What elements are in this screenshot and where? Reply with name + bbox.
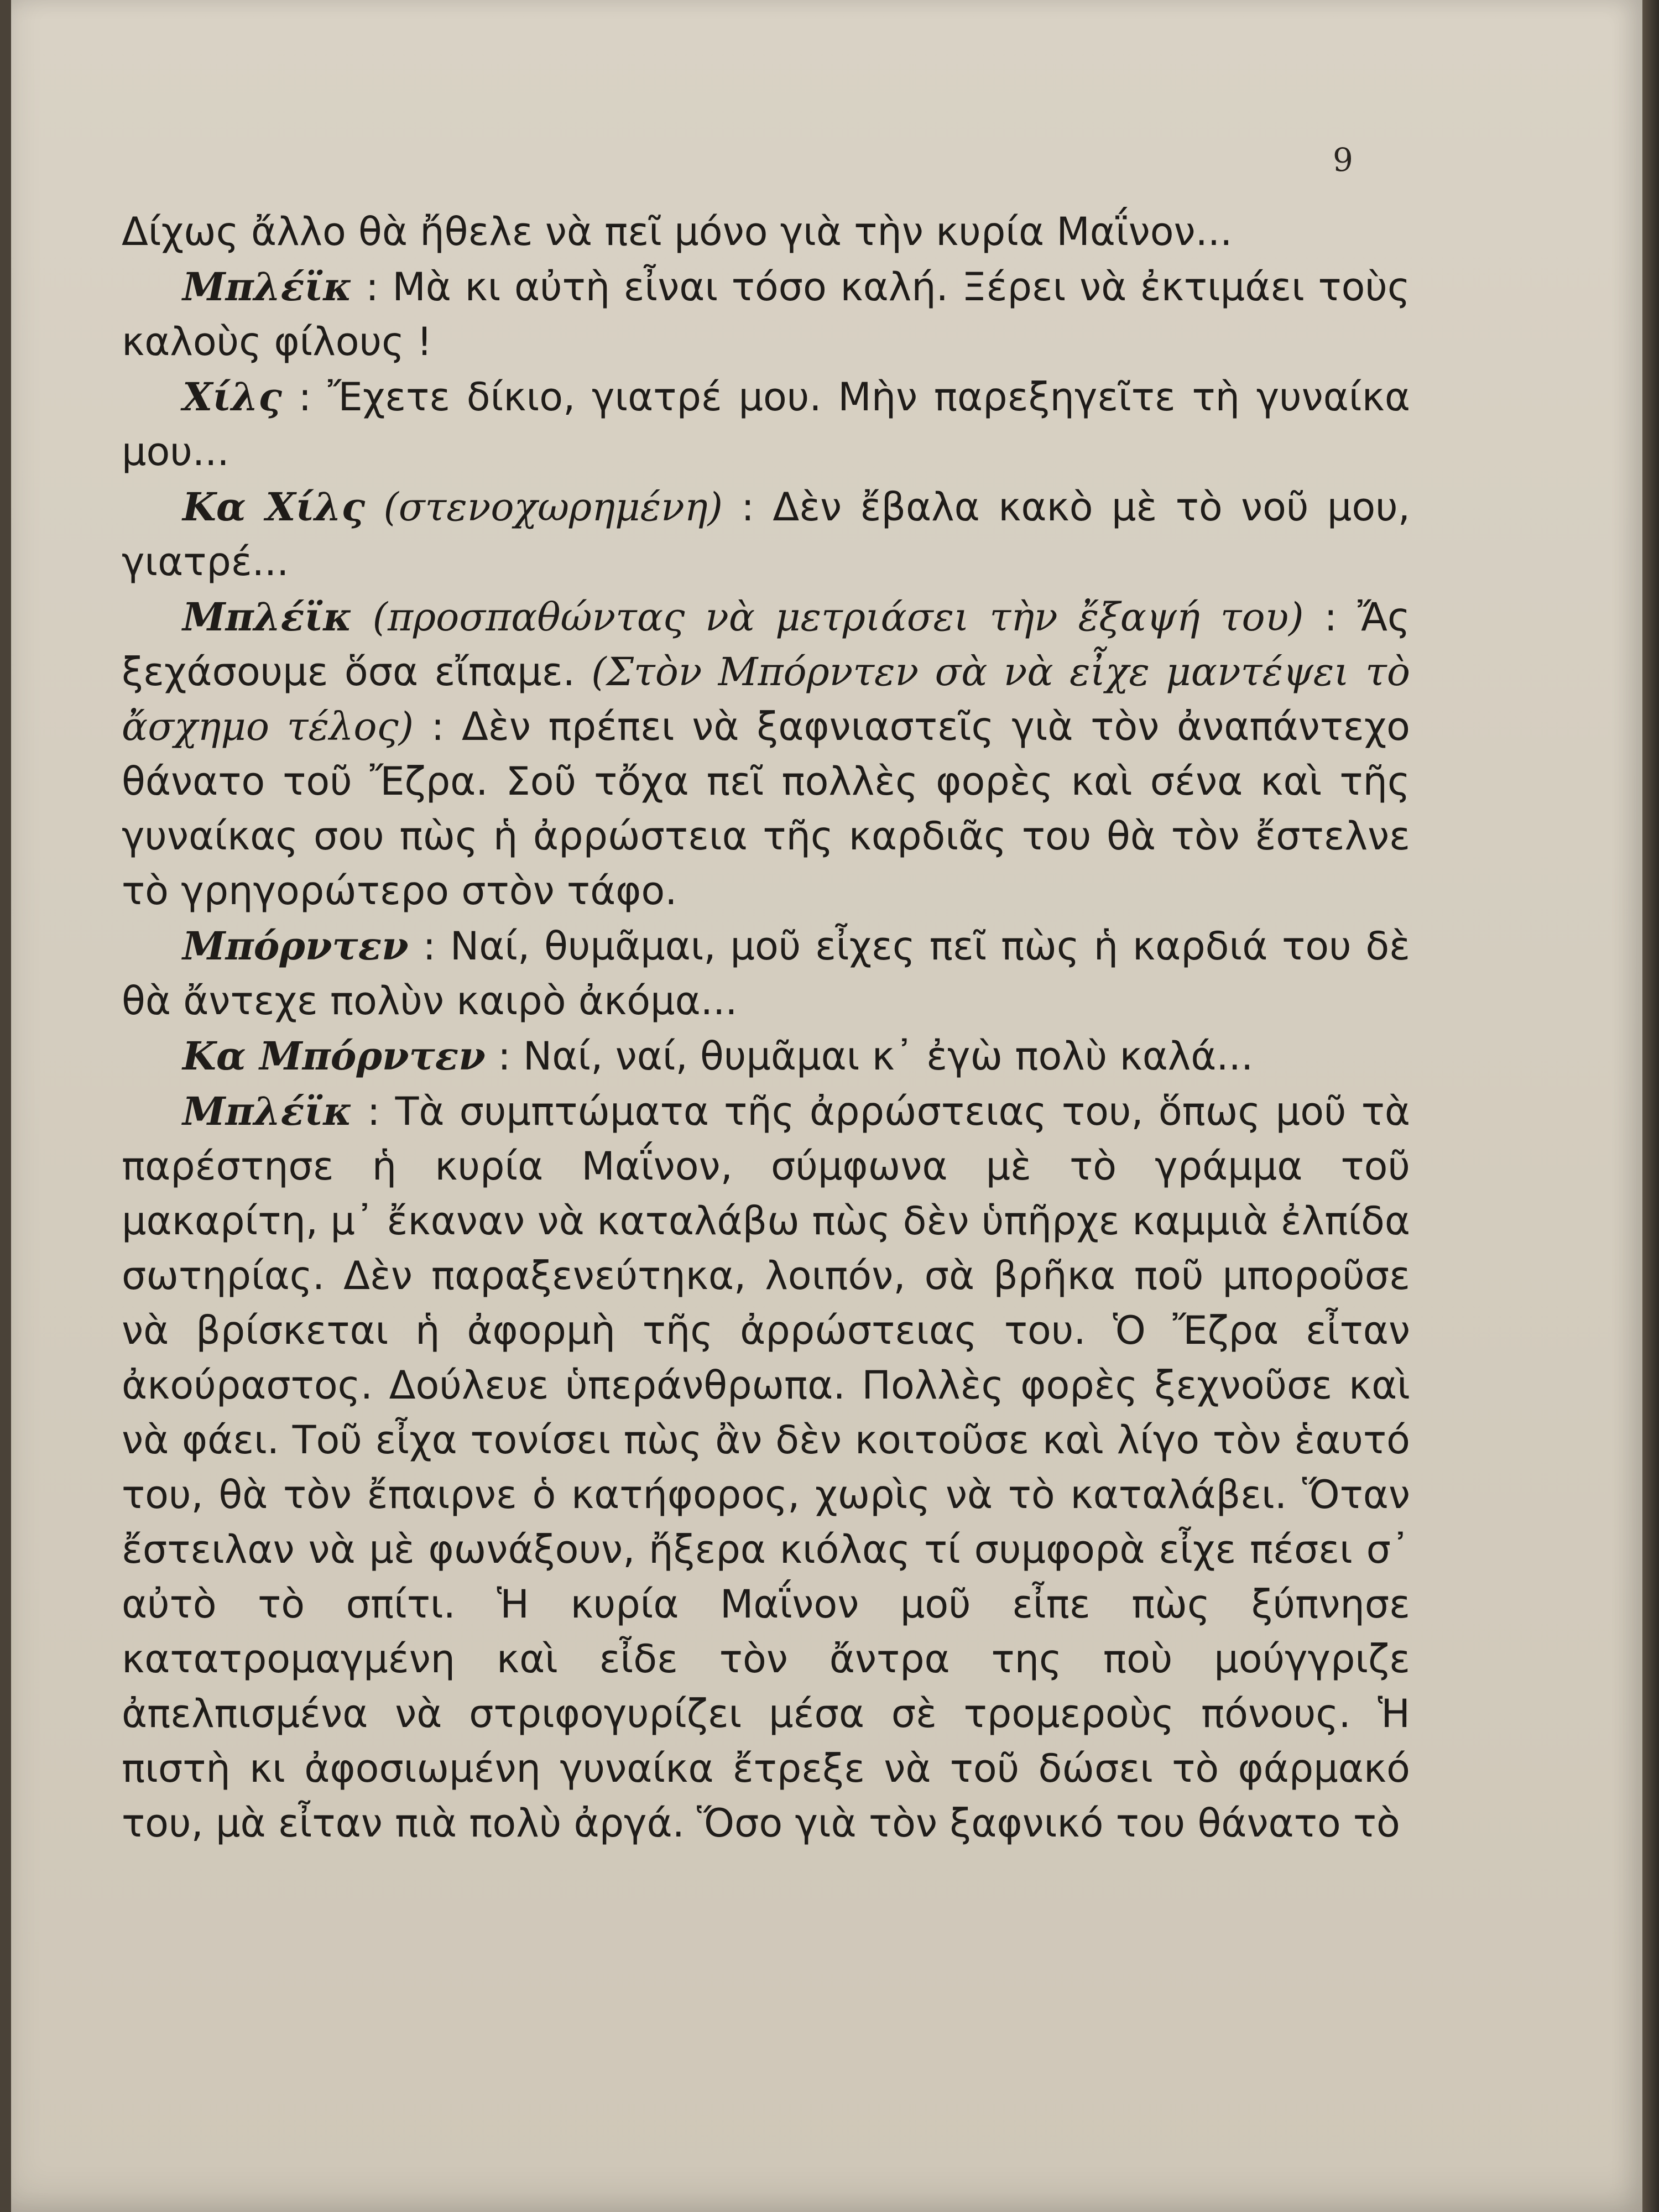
dialogue-text: : Ἄς ξεχάσουμε ὅσα εἴπαμε. bbox=[122, 594, 1410, 695]
speaker-name: Χίλς bbox=[182, 374, 282, 420]
paragraph bbox=[122, 205, 1410, 259]
stage-direction: (Στὸν Μπόρντεν σὰ νὰ εἶχε μαντέψει τὸ ἄσχημο τέλος) bbox=[122, 649, 1410, 749]
dialogue-text: : Ναί, θυμᾶμαι, μοῦ εἶχες πεῖ πὼς ἡ καρδιά του δὲ θὰ ἄντεχε πολὺν καιρὸ ἀκόμα... bbox=[122, 924, 1410, 1024]
paragraph bbox=[122, 369, 1410, 479]
dialogue-text bbox=[352, 594, 373, 640]
stage-direction: (προσπαθώντας νὰ μετριάσει τὴν ἔξαψή του) bbox=[372, 594, 1304, 640]
speaker-name: Κα Μπόρντεν bbox=[182, 1033, 486, 1079]
page-number: 9 bbox=[1333, 141, 1353, 179]
dialogue-text: : Ἔχετε δίκιο, γιατρέ μου. Μὴν παρεξηγεῖτε τὴ γυναίκα μου... bbox=[122, 374, 1410, 474]
speaker-name: Κα Χίλς bbox=[182, 484, 366, 530]
paragraph bbox=[122, 479, 1410, 589]
dialogue-text bbox=[365, 484, 383, 530]
dialogue-text: : Μὰ κι αὐτὴ εἶναι τόσο καλή. Ξέρει νὰ ἐκτιμάει τοὺς καλοὺς φίλους ! bbox=[122, 264, 1410, 364]
dialogue-text: : Δὲν ἔβαλα κακὸ μὲ τὸ νοῦ μου, γιατρέ... bbox=[122, 484, 1410, 585]
book-page bbox=[11, 0, 1642, 2212]
dialogue-text: : Ναί, ναί, θυμᾶμαι κ᾿ ἐγὼ πολὺ καλά... bbox=[485, 1034, 1254, 1079]
dialogue-text: : Τὰ συμπτώματα τῆς ἀρρώστειας του, ὅπως μοῦ τὰ παρέστησε ἡ κυρία Μαΐνον, σύμφωνα μὲ τὸ γράμμα τοῦ μακαρίτη, μ᾿ ἔκαναν νὰ καταλάβω πὼς δὲν ὑπῆρχε καμμιὰ ἐλπίδα σωτηρίας. Δὲν παραξενεύτηκα, λοιπόν, σὰ βρῆκα ποῦ μποροῦσε νὰ βρίσκεται ἡ ἀφορμὴ τῆς ἀρρώστειας του. Ὁ Ἔζρα εἶταν ἀκούραστος. Δούλευε ὑπεράνθρωπα. Πολλὲς φορὲς ξεχνοῦσε καὶ νὰ φάει. Τοῦ εἶχα τονίσει πὼς ἂν δὲν κοιτοῦσε καὶ λίγο τὸν ἑαυτό του, θὰ τὸν ἔπαιρνε ὁ κατήφορος, χωρὶς νὰ τὸ καταλάβει. Ὅταν ἔστειλαν νὰ μὲ φωνάξουν, ἤξερα κιόλας τί συμφορὰ εἶχε πέσει σ᾿ αὐτὸ τὸ σπίτι. Ἡ κυρία Μαΐνον μοῦ εἶπε πὼς ξύπνησε κατατρομαγμένη καὶ εἶδε τὸν ἄντρα της ποὺ μούγγριζε ἀπελπισμένα νὰ στριφογυρίζει μέσα σὲ τρομεροὺς πόνους. Ἡ πιστὴ κι ἀφοσιωμένη γυναίκα ἔτρεξε νὰ τοῦ δώσει τὸ φάρμακό του, μὰ εἶταν πιὰ πολὺ ἀργά. Ὅσο γιὰ τὸν ξαφνικό του θάνατο τὸ bbox=[122, 1089, 1410, 1846]
paragraph bbox=[122, 259, 1410, 369]
stage-direction: (στενοχωρημένη) bbox=[383, 484, 723, 530]
paragraph bbox=[122, 919, 1410, 1029]
paragraph bbox=[122, 1084, 1410, 1851]
paragraph bbox=[122, 589, 1410, 919]
speaker-name: Μπόρντεν bbox=[182, 923, 409, 969]
speaker-name: Μπλέϊκ bbox=[182, 594, 352, 640]
text-body bbox=[122, 205, 1410, 1851]
speaker-name: Μπλέϊκ bbox=[182, 264, 352, 310]
dialogue-text: Δίχως ἄλλο θὰ ἤθελε νὰ πεῖ μόνο γιὰ τὴν κυρία Μαΐνον... bbox=[122, 209, 1233, 254]
dialogue-text: : Δὲν πρέπει νὰ ξαφνιαστεῖς γιὰ τὸν ἀναπάντεχο θάνατο τοῦ Ἔζρα. Σοῦ τὄχα πεῖ πολλὲς φορὲς καὶ σένα καὶ τῆς γυναίκας σου πὼς ἡ ἀρρώστεια τῆς καρδιᾶς του θὰ τὸν ἔστελνε τὸ γρηγορώτερο στὸν τάφο. bbox=[122, 704, 1411, 914]
paragraph bbox=[122, 1029, 1410, 1084]
speaker-name: Μπλέϊκ bbox=[182, 1088, 352, 1134]
page-edge-shadow bbox=[1642, 0, 1659, 2212]
